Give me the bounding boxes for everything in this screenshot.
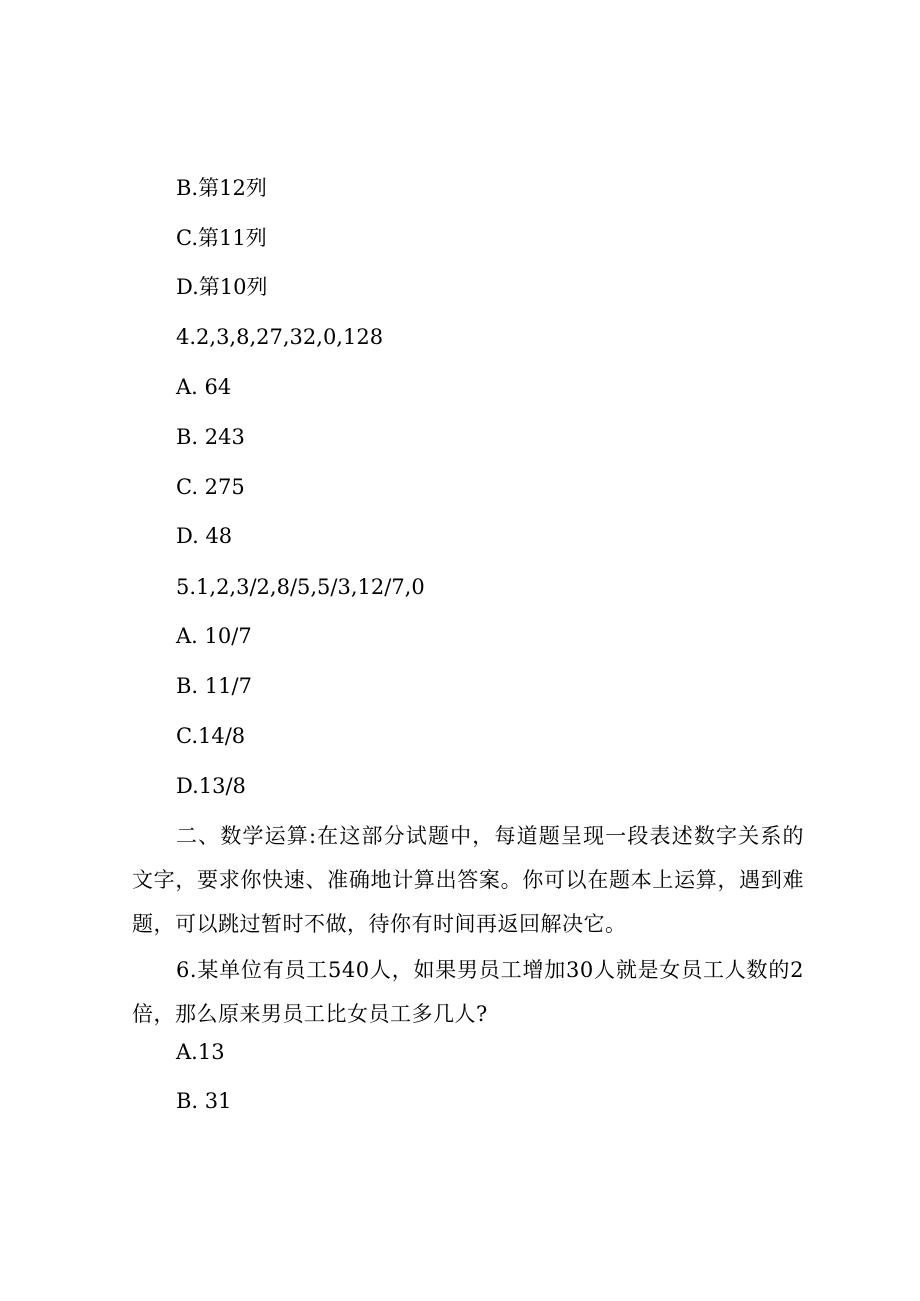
option-a-q5: A. 10/7 <box>176 624 252 648</box>
option-d-q5: D.13/8 <box>176 774 246 798</box>
option-c-q4: C. 275 <box>176 475 245 499</box>
option-b-q5: B. 11/7 <box>176 674 252 698</box>
option-b-q3: B.第12列 <box>176 176 267 200</box>
section-2-intro: 二、数学运算:在这部分试题中，每道题呈现一段表述数字关系的文字，要求你快速、准确地计算出答案。你可以在题本上运算，遇到难题，可以跳过暂时不做，待你有时间再返回解决它。 <box>132 824 804 936</box>
option-d-q4: D. 48 <box>176 524 233 548</box>
option-c-q5: C.14/8 <box>176 724 246 748</box>
question-6: 6.某单位有员工540人，如果男员工增加30人就是女员工人数的2倍，那么原来男员工比女员工多几人? <box>132 958 804 1026</box>
option-a-q6: A.13 <box>176 1040 225 1064</box>
option-b-q6: B. 31 <box>176 1089 232 1113</box>
question-4: 4.2,3,8,27,32,0,128 <box>176 325 384 349</box>
option-d-q3: D.第10列 <box>176 275 268 299</box>
option-c-q3: C.第11列 <box>176 226 267 250</box>
option-b-q4: B. 243 <box>176 425 245 449</box>
question-5: 5.1,2,3/2,8/5,5/3,12/7,0 <box>176 575 425 599</box>
option-a-q4: A. 64 <box>176 375 232 399</box>
